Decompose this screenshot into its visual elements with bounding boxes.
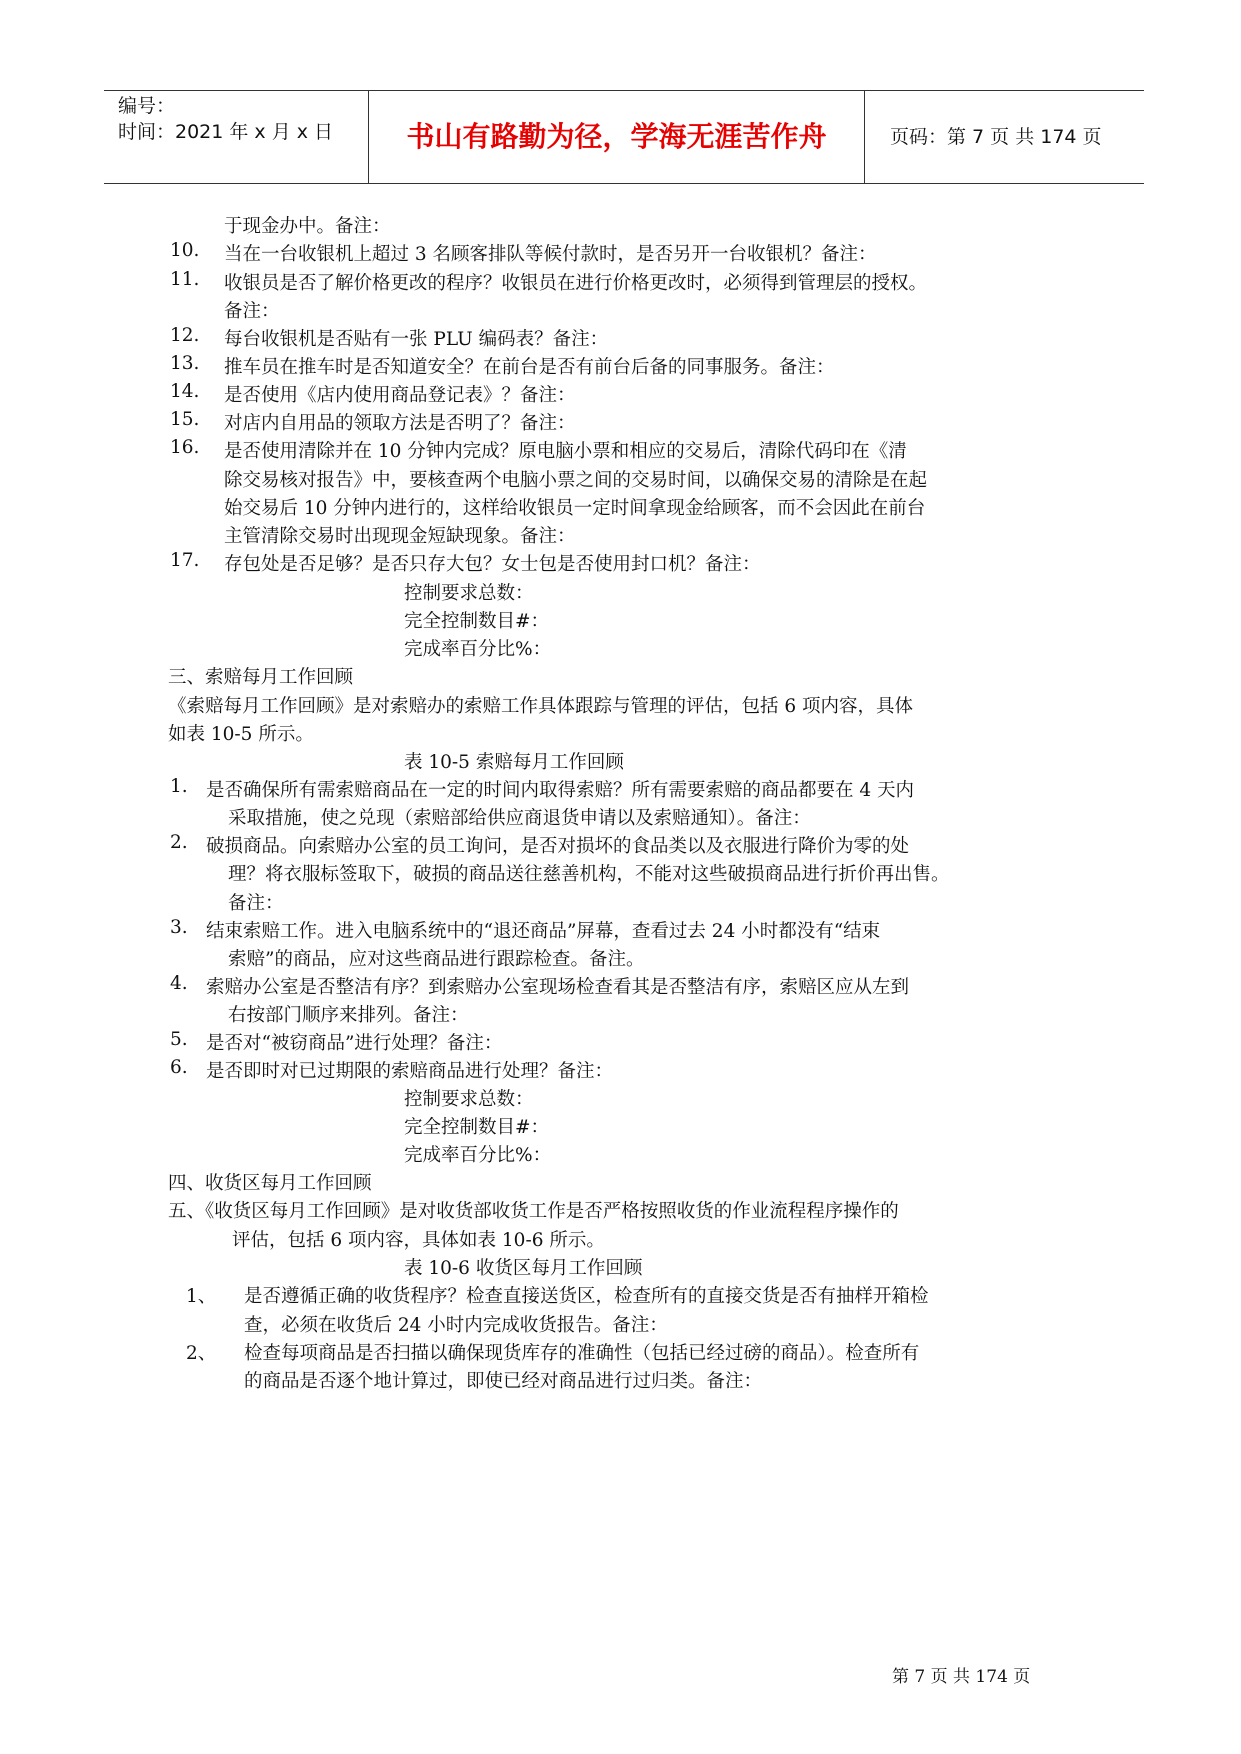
line-text: 备注： — [228, 893, 284, 914]
page-header — [104, 90, 1144, 184]
line-text: 除交易核对报告》中，要核查两个电脑小票之间的交易时间，以确保交易的清除是在起 — [224, 470, 928, 491]
line-text: 收银员是否了解价格更改的程序？收银员在进行价格更改时，必须得到管理层的授权。 — [224, 273, 928, 294]
line-text: 完全控制数目#： — [404, 611, 550, 632]
line-text: 是否确保所有需索赔商品在一定的时间内取得索赔？所有需要索赔的商品都要在 4 天内 — [206, 780, 915, 801]
page-footer: 第 7 页 共 174 页 — [892, 1667, 1031, 1687]
list-number: 12. — [170, 325, 200, 346]
line-text: 表 10-5 索赔每月工作回顾 — [404, 752, 624, 773]
header-page-number: 页码：第 7 页 共 174 页 — [890, 126, 1102, 148]
line-text: 理？将衣服标签取下，破损的商品送往慈善机构，不能对这些破损商品进行折价再出售。 — [228, 864, 950, 885]
line-text: 五、《收货区每月工作回顾》是对收货部收货工作是否严格按照收货的作业流程程序操作的 — [168, 1201, 899, 1222]
line-text: 如表 10-5 所示。 — [168, 724, 314, 745]
line-text: 查，必须在收货后 24 小时内完成收货报告。备注： — [244, 1315, 668, 1336]
line-text: 结束索赔工作。进入电脑系统中的“退还商品”屏幕，查看过去 24 小时都没有“结束 — [206, 921, 881, 942]
list-number: 2、 — [186, 1343, 217, 1364]
list-number: 16. — [170, 437, 200, 458]
document-time-label: 时间：2021 年 x 月 x 日 — [118, 121, 334, 143]
line-text: 是否对“被窃商品”进行处理？备注： — [206, 1033, 503, 1054]
line-text: 评估，包括 6 项内容，具体如表 10-6 所示。 — [232, 1230, 605, 1251]
line-text: 完全控制数目#： — [404, 1117, 550, 1138]
list-number: 15. — [170, 409, 200, 430]
document-number-label: 编号： — [118, 95, 176, 117]
line-text: 表 10-6 收货区每月工作回顾 — [404, 1258, 643, 1279]
line-text: 于现金办中。备注： — [224, 216, 391, 237]
list-number: 6. — [170, 1057, 188, 1078]
line-text: 右按部门顺序来排列。备注： — [228, 1005, 469, 1026]
line-text: 检查每项商品是否扫描以确保现货库存的准确性（包括已经过磅的商品）。检查所有 — [244, 1343, 920, 1364]
list-number: 14. — [170, 381, 200, 402]
list-number: 5. — [170, 1029, 188, 1050]
list-number: 4. — [170, 973, 188, 994]
header-left — [118, 91, 368, 185]
line-text: 是否使用清除并在 10 分钟内完成？原电脑小票和相应的交易后，清除代码印在《清 — [224, 441, 907, 462]
line-text: 索赔”的商品，应对这些商品进行跟踪检查。备注。 — [228, 949, 645, 970]
line-text: 采取措施，使之兑现（索赔部给供应商退货申请以及索赔通知）。备注： — [228, 808, 811, 829]
list-number: 10. — [170, 240, 200, 261]
line-text: 三、索赔每月工作回顾 — [168, 667, 354, 688]
line-text: 控制要求总数： — [404, 1089, 534, 1110]
line-text: 推车员在推车时是否知道安全？在前台是否有前台后备的同事服务。备注： — [224, 357, 835, 378]
list-number: 1、 — [186, 1286, 217, 1307]
list-number: 1. — [170, 776, 188, 797]
line-text: 是否使用《店内使用商品登记表》？备注： — [224, 385, 576, 406]
line-text: 存包处是否足够？是否只存大包？女士包是否使用封口机？备注： — [224, 554, 761, 575]
line-text: 完成率百分比%： — [404, 639, 552, 660]
line-text: 是否遵循正确的收货程序？检查直接送货区，检查所有的直接交货是否有抽样开箱检 — [244, 1286, 929, 1307]
list-number: 11. — [170, 269, 200, 290]
line-text: 当在一台收银机上超过 3 名顾客排队等候付款时，是否另开一台收银机？备注： — [224, 244, 877, 265]
list-number: 3. — [170, 917, 188, 938]
line-text: 始交易后 10 分钟内进行的，这样给收银员一定时间拿现金给顾客，而不会因此在前台 — [224, 498, 926, 519]
line-text: 索赔办公室是否整洁有序？到索赔办公室现场检查看其是否整洁有序，索赔区应从左到 — [206, 977, 910, 998]
header-divider — [864, 91, 865, 183]
list-number: 2. — [170, 832, 188, 853]
line-text: 《索赔每月工作回顾》是对索赔办的索赔工作具体跟踪与管理的评估，包括 6 项内容，具体 — [168, 696, 914, 717]
line-text: 每台收银机是否贴有一张 PLU 编码表？备注： — [224, 329, 609, 350]
list-number: 17. — [170, 550, 200, 571]
line-text: 对店内自用品的领取方法是否明了？备注： — [224, 413, 576, 434]
line-text: 备注： — [224, 301, 280, 322]
line-text: 控制要求总数： — [404, 583, 534, 604]
line-text: 主管清除交易时出现现金短缺现象。备注： — [224, 526, 576, 547]
line-text: 四、收货区每月工作回顾 — [168, 1173, 372, 1194]
header-motto: 书山有路勤为径，学海无涯苦作舟 — [406, 120, 827, 153]
line-text: 完成率百分比%： — [404, 1145, 552, 1166]
line-text: 的商品是否逐个地计算过，即使已经对商品进行过归类。备注： — [244, 1371, 763, 1392]
list-number: 13. — [170, 353, 200, 374]
line-text: 破损商品。向索赔办公室的员工询问，是否对损坏的食品类以及衣服进行降价为零的处 — [206, 836, 910, 857]
line-text: 是否即时对已过期限的索赔商品进行处理？备注： — [206, 1061, 614, 1082]
